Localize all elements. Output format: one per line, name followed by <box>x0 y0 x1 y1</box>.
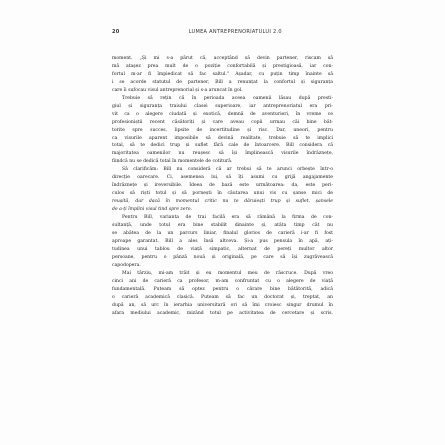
text-line: cinci ani de carieră ca profesor, m-am confruntat cu o alegere de viață <box>112 278 333 284</box>
text-line: vit ca o alegere ciudată și exotică, demnă de aventurieri, în vreme ce <box>112 111 333 117</box>
text-line: afara mediului academic, mizând totul pe activitatea de cercetare și scris. <box>112 310 333 316</box>
page-number: 20 <box>112 29 120 35</box>
text-line: torite spre succes, lipsite de incertitudine și risc. Dar, uneori, pentru <box>112 127 333 133</box>
text-line: mă ataşez prea mult de o poziție confortabilă și prestigioasă, iar con- <box>112 63 333 69</box>
text-line: profesioniștii recent căsătoriți și care aveau copii urmau căi bine băt- <box>112 119 333 125</box>
text-line: aproape garantat. Bill a ales însă altceva. Și-a pus pensula în apă, ați- <box>112 238 333 244</box>
text-line: fortul m-ar fi împiedicat să fac saltul." Așadar, cu puțin timp înainte să <box>112 71 333 77</box>
text-line: ca visurile aparent imposibile să devină realitate, trebuie să te implici <box>112 135 333 141</box>
page-header <box>112 29 333 35</box>
running-title: LUMEA ANTREPRENORIATULUI 2.0 <box>188 29 282 35</box>
text-line: culos să riști totul și să pornești în căutarea unui vis cu șanse mici de <box>112 191 333 197</box>
text-line: o carieră academică clasică. Puteam să fac un doctorat și, treptat, an <box>112 294 333 300</box>
text-line: se abătea de la un parcurs liniar, finalul glorios de carieră i-ar fi fost <box>112 230 333 236</box>
text-line: capodopera. <box>112 262 141 268</box>
text-line: giul și siguranța traiului clasei superioare, iar antreprenoriatul era pri- <box>112 103 333 109</box>
text-line: sultanță, unde totul era bine stabilit dinainte și, atâta timp cât nu <box>112 223 333 229</box>
text-line: Să clarificăm: Bill nu consideră că ar trebui să te arunci orbește într-o <box>122 167 333 173</box>
text-line: care îi sufocau visul antreprenorial și s-a aruncat în gol. <box>112 87 243 93</box>
text-line: majoritatea oamenilor nu reușesc să își împlinească visurile îndrăznețe, <box>112 151 333 157</box>
text-line: Trebuie să rețin că în perioada aceea oamenii lăsau după presti- <box>122 95 333 101</box>
text-line: i se acorde statutul de partener, Bill a renunțat la confortul și siguranța <box>112 79 333 85</box>
text-line: îndrăznețe și ireversibile. Ideea de bază este următoarea: da, este peri- <box>112 183 333 189</box>
text-line: direcție oarecare. Ci, asemenea lui, să îți asumi cu grijă angajamente <box>112 175 333 181</box>
text-line: fiindcă nu se dedică total în momentele de cotitură. <box>112 159 233 165</box>
text-line: Pentru Bill, varianta de trai facilă era să rămână la firma de con- <box>122 215 333 221</box>
text-line: persoane, pentru o pânză nouă și originală, pe care să își zugrăvească <box>112 254 333 260</box>
text-line: tudinea unui tablou de viață simpatic, alternat de pereți multor altor <box>112 246 333 252</box>
text-line: reușită, dar dacă în momentul critic nu te dăruiești trup și suflet, șansele <box>112 199 333 205</box>
text-line: fundamentală. Puteam să optez pentru o cărare bine bătătorită, adică <box>112 286 333 292</box>
text-line: total, să te dedici trup și suflet fără cale de întoarcere. Bill considera că <box>112 143 333 149</box>
text-line: după an, să urc în ierarhia universitară ori să îmi croiesc singur drumul în <box>112 302 333 308</box>
body-text <box>112 55 333 317</box>
text-line: de a-ți împlini visul tind spre zero. <box>112 207 192 213</box>
text-line: moment. „Și mi s-a părut că, acceptând să devin partener, riscam să <box>112 56 333 61</box>
text-line: Mai târziu, mi-am trăit și eu momentul meu de răscruce. După vreo <box>122 270 333 276</box>
